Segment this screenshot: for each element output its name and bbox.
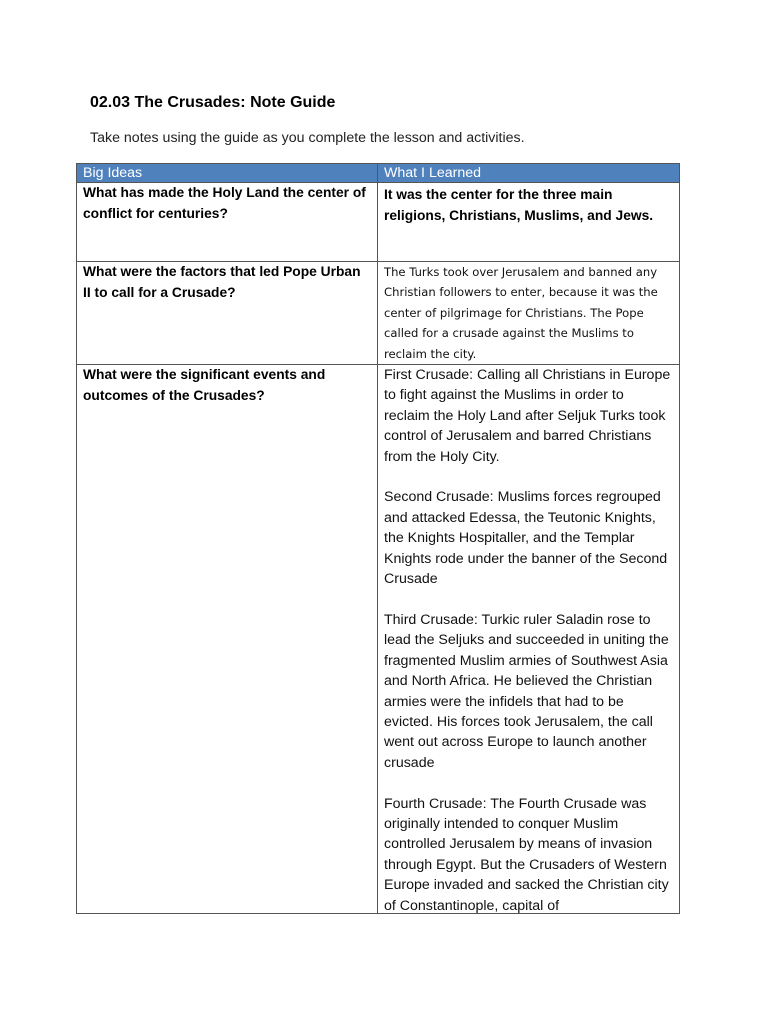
- second-crusade-text: Second Crusade: Muslims forces regrouped and attacked Edessa, the Teutonic Knights, the Knights Hospitaller, and the Templar Knights rode under the banner of the Second Crusade: [384, 489, 668, 588]
- answer-cell[interactable]: [378, 262, 680, 365]
- third-crusade-text: Third Crusade: Turkic ruler Saladin rose to lead the Seljuks and succeeded in uniting the fragmented Muslim armies of Southwest Asia and North Africa. He believed the Christian armies were the infidels that had to be evicted. His forces took Jerusalem, the call went out across Europe to launch another crusade: [384, 611, 669, 771]
- answer-text: The Turks took over Jerusalem and banned any Christian followers to enter, because it was the center of pilgrimage for Christians. The Pope called for a crusade against the Muslims to reclaim the city.: [384, 265, 658, 361]
- table-row: [77, 365, 680, 914]
- question-text: What were the significant events and outcomes of the Crusades?: [83, 367, 326, 403]
- table-row: [77, 262, 680, 365]
- question-cell: [77, 365, 378, 914]
- question-cell: [77, 183, 378, 262]
- answer-cell[interactable]: [378, 365, 680, 914]
- header-what-i-learned: What I Learned: [378, 164, 680, 183]
- question-text: What were the factors that led Pope Urban II to call for a Crusade?: [83, 264, 361, 300]
- fourth-crusade-text: Fourth Crusade: The Fourth Crusade was originally intended to conquer Muslim controlled Jerusalem by means of invasion through Egypt. But the Crusaders of Western Europe invaded and sacked the Christian city of Constantinople, capital of: [384, 795, 669, 914]
- note-guide-table: [76, 163, 680, 914]
- answer-text: It was the center for the three main religions, Christians, Muslims, and Jews.: [384, 187, 654, 223]
- first-crusade-text: First Crusade: Calling all Christians in Europe to fight against the Muslims in order to reclaim the Holy Land after Seljuk Turks took control of Jerusalem and barred Christians from the Holy City.: [384, 367, 671, 465]
- question-text: What has made the Holy Land the center of conflict for centuries?: [83, 185, 366, 221]
- page-title: 02.03 The Crusades: Note Guide: [90, 94, 336, 111]
- instructions-text: Take notes using the guide as you complete the lesson and activities.: [90, 130, 525, 146]
- header-big-ideas: Big Ideas: [77, 164, 378, 183]
- question-cell: [77, 262, 378, 365]
- answer-list: [384, 365, 673, 913]
- table-row: [77, 183, 680, 262]
- table-header-row: [77, 164, 680, 183]
- answer-cell[interactable]: [378, 183, 680, 262]
